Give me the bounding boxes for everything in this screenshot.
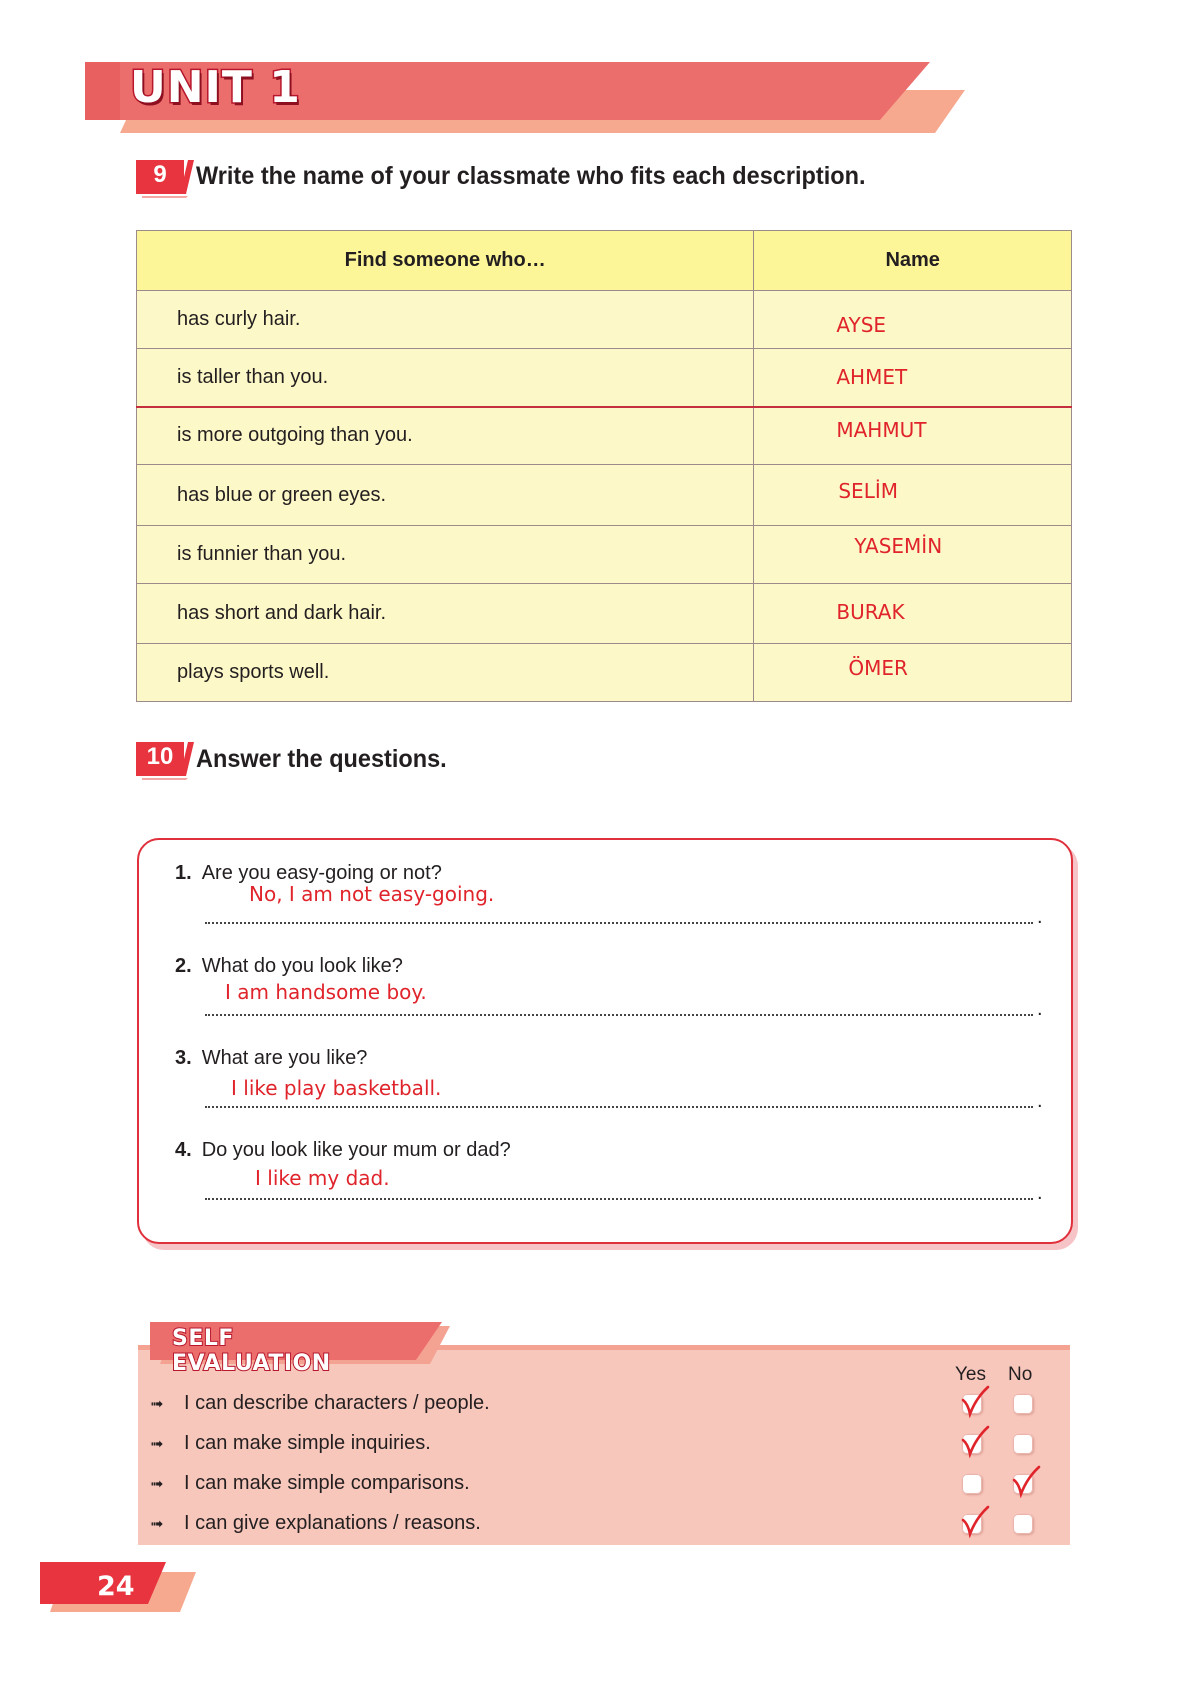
- question-number: 4.: [175, 1139, 192, 1161]
- self-evaluation-statement: I can give explanations / reasons.: [184, 1512, 481, 1534]
- self-evaluation-statement: I can make simple comparisons.: [184, 1472, 470, 1494]
- table-row: [137, 349, 1072, 407]
- row-name-field[interactable]: [754, 349, 1072, 407]
- answer-line-end: .: [1037, 1182, 1043, 1204]
- check-mark-icon: [958, 1504, 992, 1538]
- question-text: What are you like?: [201, 1047, 368, 1069]
- table-row: [137, 526, 1072, 584]
- answer-handwritten: I am handsome boy.: [225, 980, 427, 1004]
- table-header-find: Find someone who…: [137, 231, 754, 291]
- exercise-10-instruction: Answer the questions.: [196, 745, 447, 773]
- row-name-handwritten: MAHMUT: [836, 417, 927, 442]
- question-item: [175, 1139, 511, 1162]
- answer-line[interactable]: [205, 1106, 1033, 1108]
- row-name-field[interactable]: [754, 644, 1072, 702]
- row-name-handwritten: AHMET: [836, 365, 908, 389]
- question-number: 2.: [175, 955, 192, 977]
- check-mark-icon: [958, 1424, 992, 1458]
- bullet-arrow-icon: ➟: [150, 1436, 164, 1453]
- bullet-arrow-icon: ➟: [150, 1516, 164, 1533]
- self-evaluation-item: [150, 1472, 470, 1495]
- self-evaluation-title: SELF EVALUATION: [172, 1326, 331, 1376]
- unit-title: UNIT 1: [130, 62, 301, 113]
- row-name-handwritten: ÖMER: [848, 656, 908, 680]
- questions-box: [137, 838, 1073, 1244]
- find-someone-table: [136, 230, 1072, 702]
- exercise-10-number: 10: [146, 743, 174, 770]
- row-description: has short and dark hair.: [137, 584, 754, 644]
- row-name-handwritten: AYSE: [836, 313, 887, 337]
- table-row: [137, 291, 1072, 349]
- self-evaluation-item: [150, 1512, 481, 1535]
- answer-handwritten: No, I am not easy-going.: [249, 882, 495, 906]
- bullet-arrow-icon: ➟: [150, 1396, 164, 1413]
- page-number: 24: [97, 1571, 135, 1602]
- answer-line-end: .: [1037, 998, 1043, 1020]
- row-description: has blue or green eyes.: [137, 465, 754, 526]
- question-text: Do you look like your mum or dad?: [201, 1139, 511, 1161]
- yes-checkbox[interactable]: [962, 1474, 982, 1494]
- self-evaluation-item: [150, 1432, 431, 1455]
- question-item: [175, 1047, 367, 1070]
- question-text: Are you easy-going or not?: [201, 862, 442, 884]
- no-column-label: No: [1008, 1364, 1033, 1385]
- row-name-field[interactable]: [754, 526, 1072, 584]
- row-name-field[interactable]: [754, 465, 1072, 526]
- answer-line-end: .: [1037, 906, 1043, 928]
- answer-handwritten: I like play basketball.: [231, 1076, 442, 1100]
- table-header-row: [137, 231, 1072, 291]
- exercise-9-badge: [136, 158, 196, 198]
- exercise-10-badge: [136, 740, 196, 780]
- answer-line[interactable]: [205, 1014, 1033, 1016]
- answer-line[interactable]: [205, 1198, 1033, 1200]
- no-checkbox[interactable]: [1013, 1514, 1033, 1534]
- row-description: is funnier than you.: [137, 526, 754, 584]
- exercise-9-number: 9: [153, 161, 167, 188]
- self-evaluation-statement: I can make simple inquiries.: [184, 1432, 431, 1454]
- bullet-arrow-icon: ➟: [150, 1476, 164, 1493]
- row-name-field[interactable]: [754, 407, 1072, 465]
- row-name-handwritten: SELİM: [838, 479, 898, 503]
- row-name-handwritten: YASEMİN: [854, 534, 943, 558]
- table-row: [137, 644, 1072, 702]
- row-description: is more outgoing than you.: [137, 407, 754, 465]
- check-mark-icon: [1009, 1464, 1043, 1498]
- row-description: plays sports well.: [137, 644, 754, 702]
- question-item: [175, 955, 403, 978]
- table-row: [137, 584, 1072, 644]
- table-header-name: Name: [754, 231, 1072, 291]
- question-number: 1.: [175, 862, 192, 884]
- row-description: has curly hair.: [137, 291, 754, 349]
- no-checkbox[interactable]: [1013, 1434, 1033, 1454]
- self-evaluation-statement: I can describe characters / people.: [184, 1392, 490, 1414]
- self-evaluation-item: [150, 1392, 490, 1415]
- row-name-handwritten: BURAK: [836, 600, 905, 624]
- table-row: [137, 407, 1072, 465]
- answer-handwritten: I like my dad.: [255, 1166, 390, 1190]
- answer-line[interactable]: [205, 922, 1033, 924]
- row-name-field[interactable]: [754, 291, 1072, 349]
- question-text: What do you look like?: [201, 955, 403, 977]
- yes-column-label: Yes: [955, 1364, 986, 1385]
- answer-line-end: .: [1037, 1090, 1043, 1112]
- row-name-field[interactable]: [754, 584, 1072, 644]
- check-mark-icon: [958, 1384, 992, 1418]
- no-checkbox[interactable]: [1013, 1394, 1033, 1414]
- exercise-9-instruction: Write the name of your classmate who fits each description.: [196, 162, 866, 190]
- question-number: 3.: [175, 1047, 192, 1069]
- row-description: is taller than you.: [137, 349, 754, 407]
- table-row: [137, 465, 1072, 526]
